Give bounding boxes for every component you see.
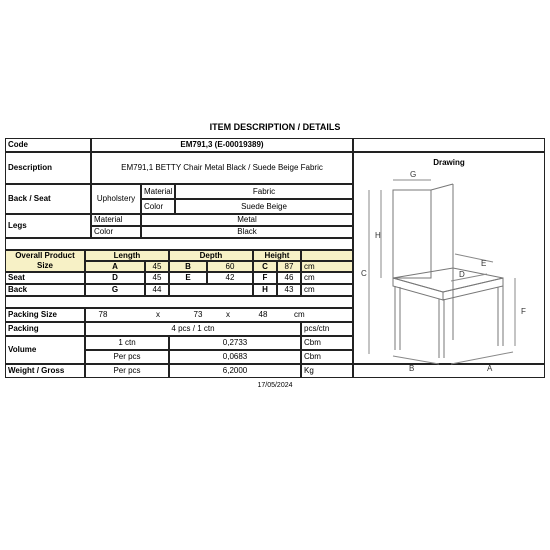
packing-size-row (85, 308, 353, 322)
back-seat-label: Back / Seat (5, 184, 91, 214)
packing-size-v2: 73 (193, 310, 203, 319)
spacer-row-2 (5, 296, 353, 308)
weight-sub: Per pcs (85, 364, 169, 378)
back-blank (169, 284, 253, 296)
e-value: 42 (207, 272, 253, 284)
length-header: Length (85, 250, 169, 261)
dim-h: H (375, 231, 381, 240)
packing-value: 4 pcs / 1 ctn (85, 322, 301, 336)
b-label: B (169, 261, 207, 272)
drawing-bottom-blank (353, 364, 545, 378)
code-value: EM791,3 (E-00019389) (91, 138, 353, 152)
volume-r1-label: 1 ctn (85, 336, 169, 350)
volume-r2-unit: Cbm (301, 350, 353, 364)
bs-material-value: Fabric (175, 184, 353, 199)
chair-seat (393, 268, 503, 292)
size-header-blank (301, 250, 353, 261)
h-value: 43 (277, 284, 301, 296)
h-label: H (253, 284, 277, 296)
c-value: 87 (277, 261, 301, 272)
volume-label: Volume (5, 336, 85, 364)
spacer-row (5, 238, 353, 250)
seat-unit: cm (301, 272, 353, 284)
dim-f: F (521, 307, 526, 316)
volume-r2-label: Per pcs (85, 350, 169, 364)
legs-color-label: Color (91, 226, 141, 238)
packing-size-v1: 78 (98, 310, 108, 319)
legs-material-label: Material (91, 214, 141, 226)
back-label: Back (5, 284, 85, 296)
dim-g: G (410, 170, 417, 179)
d-label: D (85, 272, 145, 284)
weight-label: Weight / Gross (5, 364, 85, 378)
c-label: C (253, 261, 277, 272)
chair-backrest (393, 190, 431, 278)
dim-c: C (361, 269, 367, 278)
legs-material-value: Metal (141, 214, 353, 226)
f-label: F (253, 272, 277, 284)
chair-drawing (353, 168, 545, 373)
code-blank (353, 138, 545, 152)
g-label: G (85, 284, 145, 296)
code-label: Code (5, 138, 91, 152)
back-unit: cm (301, 284, 353, 296)
dim-e: E (481, 259, 487, 268)
depth-header: Depth (169, 250, 253, 261)
overall-size-line1: Overall Product (15, 251, 75, 260)
packing-size-x1: x (156, 310, 160, 319)
a-label: A (85, 261, 145, 272)
legs-color-value: Black (141, 226, 353, 238)
bs-color-value: Suede Beige (175, 199, 353, 214)
description-value: EM791,1 BETTY Chair Metal Black / Suede Beige Fabric (91, 152, 353, 184)
drawing-label: Drawing (433, 158, 465, 167)
e-label: E (169, 272, 207, 284)
packing-size-unit: cm (294, 310, 305, 319)
b-value: 60 (207, 261, 253, 272)
height-header: Height (253, 250, 301, 261)
seat-label: Seat (5, 272, 85, 284)
spec-sheet (5, 138, 545, 389)
a-value: 45 (145, 261, 169, 272)
document-date: 17/05/2024 (257, 382, 293, 389)
packing-size-label: Packing Size (5, 308, 85, 322)
g-value: 44 (145, 284, 169, 296)
bs-material-label: Material (141, 184, 175, 199)
packing-size-v3: 48 (258, 310, 268, 319)
description-label: Description (5, 152, 91, 184)
packing-size-x2: x (226, 310, 230, 319)
volume-r1-value: 0,2733 (169, 336, 301, 350)
weight-unit: Kg (301, 364, 353, 378)
dim-a: A (487, 364, 493, 373)
overall-unit: cm (301, 261, 353, 272)
f-value: 46 (277, 272, 301, 284)
packing-unit: pcs/ctn (301, 322, 353, 336)
d-value: 45 (145, 272, 169, 284)
overall-size-line2: Size (36, 261, 53, 270)
overall-size-label (5, 250, 85, 272)
dim-d: D (459, 270, 465, 279)
bs-color-label: Color (141, 199, 175, 214)
volume-r2-value: 0,0683 (169, 350, 301, 364)
weight-value: 6,2000 (169, 364, 301, 378)
volume-r1-unit: Cbm (301, 336, 353, 350)
page-title: ITEM DESCRIPTION / DETAILS (209, 122, 341, 132)
legs-label: Legs (5, 214, 91, 238)
dim-b: B (409, 364, 415, 373)
packing-label: Packing (5, 322, 85, 336)
upholstery-label: Upholstery (91, 184, 141, 214)
